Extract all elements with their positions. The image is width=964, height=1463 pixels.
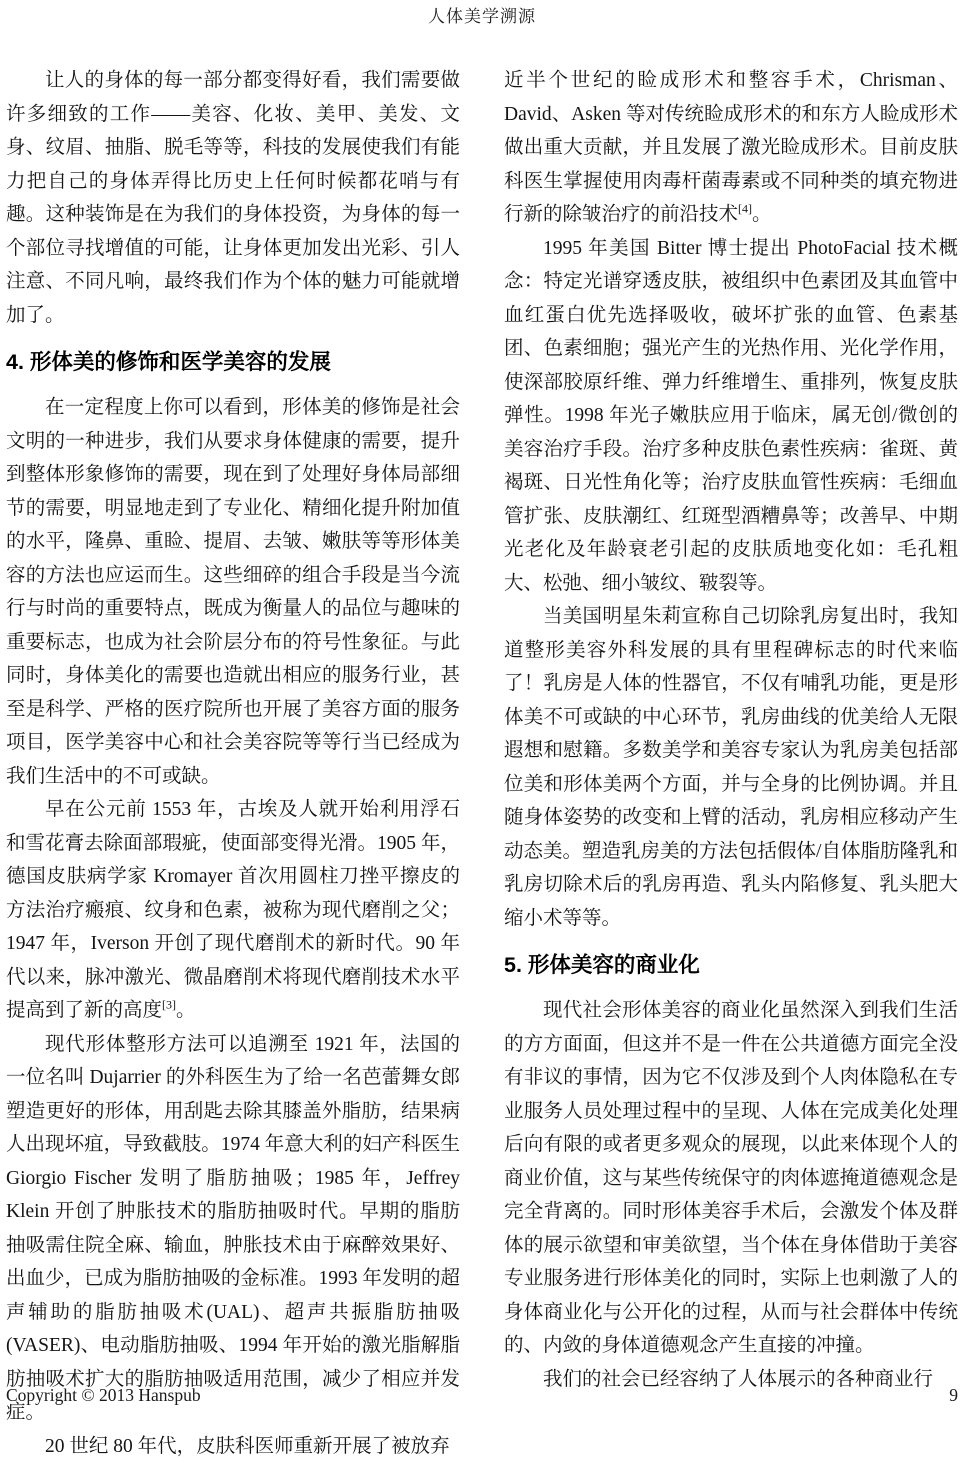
paragraph: 在一定程度上你可以看到，形体美的修饰是社会文明的一种进步，我们从要求身体健康的需要，提升到整体形象修饰的需要，现在到了处理好身体局部细节的需要，明显地走到了专业化、精细化提升附加值的水平，隆鼻、重睑、提眉、去皱、嫩肤等等形体美容的方法也应运而生。这些细碎的组合手段是当今流行与时尚的重要特点，既成为衡量人的品位与趣味的重要标志，也成为社会阶层分布的符号性象征。与此同时，身体美化的需要也造就出相应的服务行业，甚至是科学、严格的医疗院所也开展了美容方面的服务项目，医学美容中心和社会美容院等等行当已经成为我们生活中的不可或缺。 (6, 391, 460, 793)
paragraph: 20 世纪 80 年代，皮肤科医师重新开展了被放弃 (6, 1430, 460, 1463)
citation-ref-3: [3] (162, 998, 176, 1012)
paragraph-text: 。 (752, 204, 772, 225)
section-heading-4: 4. 形体美的修饰和医学美容的发展 (6, 347, 460, 377)
paragraph (6, 793, 460, 1028)
page-footer (6, 1385, 958, 1406)
left-column (6, 64, 460, 1463)
citation-ref-4: [4] (738, 202, 752, 216)
paragraph: 现代形体整形方法可以追溯至 1921 年，法国的一位名叫 Dujarrier 的外科医生为了给一名芭蕾舞女郎塑造更好的形体，用刮匙去除其膝盖外脂肪，结果病人出现坏疽，导致截肢。1974 年意大利的妇产科医生 Giorgio Fischer 发明了脂肪抽吸；1985 年，Jeffrey Klein 开创了肿胀技术的脂肪抽吸时代。早期的脂肪抽吸需住院全麻、输血，肿胀技术由于麻醉效果好、出血少，已成为脂肪抽吸的金标准。1993 年发明的超声辅助的脂肪抽吸术(UAL)、超声共振脂肪抽吸(VASER)、电动脂肪抽吸、1994 年开始的激光脂解脂肪抽吸术扩大的脂肪抽吸适用范围，减少了相应并发症。 (6, 1028, 460, 1430)
paragraph-text: 。 (176, 1000, 196, 1021)
paragraph: 当美国明星朱莉宣称自己切除乳房复出时，我知道整形美容外科发展的具有里程碑标志的时代来临了！乳房是人体的性器官，不仅有哺乳功能，更是形体美不可或缺的中心环节，乳房曲线的优美给人无限遐想和慰籍。多数美学和美容专家认为乳房美包括部位美和形体美两个方面，并与全身的比例协调。并且随身体姿势的改变和上臂的活动，乳房相应移动产生动态美。塑造乳房美的方法包括假体/自体脂肪隆乳和乳房切除术后的乳房再造、乳头内陷修复、乳头肥大缩小术等等。 (504, 600, 958, 935)
running-head-title: 人体美学溯源 (0, 2, 964, 27)
paragraph: 我们的社会已经容纳了人体展示的各种商业行 (504, 1363, 958, 1397)
page-number: 9 (949, 1385, 958, 1406)
right-column (504, 64, 958, 1396)
section-heading-5: 5. 形体美容的商业化 (504, 950, 958, 980)
paragraph: 让人的身体的每一部分都变得好看，我们需要做许多细致的工作——美容、化妆、美甲、美发、文身、纹眉、抽脂、脱毛等等，科技的发展使我们有能力把自己的身体弄得比历史上任何时候都花哨与有趣。这种装饰是在为我们的身体投资，为身体的每一个部位寻找增值的可能，让身体更加发出光彩、引人注意、不同凡响，最终我们作为个体的魅力可能就增加了。 (6, 64, 460, 332)
paragraph: 现代社会形体美容的商业化虽然深入到我们生活的方方面面，但这并不是一件在公共道德方面完全没有非议的事情，因为它不仅涉及到个人肉体隐私在专业服务人员处理过程中的呈现、人体在完成美化处理后向有限的或者更多观众的展现，以此来体现个人的商业价值，这与某些传统保守的肉体遮掩道德观念是完全背离的。同时形体美容手术后，会激发个体及群体的展示欲望和审美欲望，当个体在身体借助于美容专业服务进行形体美化的同时，实际上也刺激了人的身体商业化与公开化的过程，从而与社会群体中传统的、内敛的身体道德观念产生直接的冲撞。 (504, 994, 958, 1363)
paragraph-text: 早在公元前 1553 年，古埃及人就开始利用浮石和雪花膏去除面部瑕疵，使面部变得光滑。1905 年，德国皮肤病学家 Kromayer 首次用圆柱刀挫平擦皮的方法治疗瘢痕、纹身和色素，被称为现代磨削之父；1947 年，Iverson 开创了现代磨削术的新时代。90 年代以来，脉冲激光、微晶磨削术将现代磨削技术水平提高到了新的高度 (6, 799, 460, 1021)
copyright-text: Copyright © 2013 Hanspub (6, 1385, 201, 1406)
paragraph-text: 近半个世纪的睑成形术和整容手术，Chrisman、David、Asken 等对传统睑成形术的和东方人睑成形术做出重大贡献，并且发展了激光睑成形术。目前皮肤科医生掌握使用肉毒杆菌毒素或不同种类的填充物进行新的除皱治疗的前沿技术 (504, 70, 958, 225)
paragraph (504, 64, 958, 232)
paragraph: 1995 年美国 Bitter 博士提出 PhotoFacial 技术概念：特定光谱穿透皮肤，被组织中色素团及其血管中血红蛋白优先选择吸收，破坏扩张的血管、色素基团、色素细胞；强光产生的光热作用、光化学作用，使深部胶原纤维、弹力纤维增生、重排列，恢复皮肤弹性。1998 年光子嫩肤应用于临床，属无创/微创的美容治疗手段。治疗多种皮肤色素性疾病：雀斑、黄褐斑、日光性角化等；治疗皮肤血管性疾病：毛细血管扩张、皮肤潮红、红斑型酒糟鼻等；改善早、中期光老化及年龄衰老引起的皮肤质地变化如：毛孔粗大、松弛、细小皱纹、皲裂等。 (504, 232, 958, 601)
